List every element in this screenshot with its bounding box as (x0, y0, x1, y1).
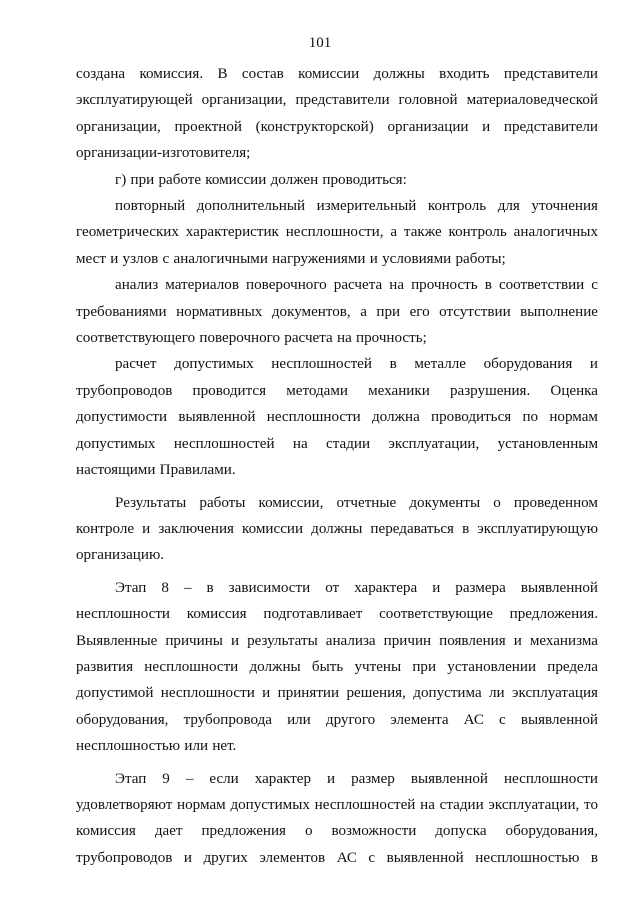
paragraph-commission-work-heading: г) при работе комиссии должен проводиться: (115, 171, 407, 188)
paragraph-stage-9: Этап 9 – если характер и размер выявленной несплошности удовлетворяют нормам допустимых несплошностей на стадии эксплуатации, то комиссия дает предложения о возможности допуска оборудования, трубопроводов и других элементов АС с выявленной несплошностью в (76, 770, 598, 866)
paragraph-commission-results: Результаты работы комиссии, отчетные документы о проведенном контроле и заключения комиссии должны передаваться в эксплуатирующую организацию. (76, 494, 598, 564)
paragraph-stage-8: Этап 8 – в зависимости от характера и размера выявленной несплошности комиссия подготавливает соответствующие предложения. Выявленные причины и результаты анализа причин появления и механизма развития несплошности должны быть учтены при установлении предела допустимой несплошности и принятии решения, допустима ли эксплуатация оборудования, трубопровода или другого элемента АС с выявленной несплошностью или нет. (76, 579, 598, 755)
page-number: 101 (308, 35, 332, 51)
paragraph-repeat-control: повторный дополнительный измерительный контроль для уточнения геометрических характеристик несплошности, а также контроль аналогичных мест и узлов с аналогичными нагружениями и условиями работы; (76, 198, 598, 267)
paragraph-strength-analysis: анализ материалов поверочного расчета на прочность в соответствии с требованиями нормативных документов, а при его отсутствии выполнение соответствующего поверочного расчета на прочность; (76, 277, 598, 347)
paragraph-allowable-defects-calculation: расчет допустимых несплошностей в металле оборудования и трубопроводов проводится методами механики разрушения. Оценка допустимости выявленной несплошности должна проводиться по нормам допустимых несплошностей на стадии эксплуатации, установленным настоящими Правилами. (76, 356, 598, 479)
document-body (76, 61, 598, 871)
paragraph-commission-composition: создана комиссия. В состав комиссии должны входить представители эксплуатирующей организации, представители головной материаловедческой организации, проектной (конструкторской) организации и представители организации-изготовителя; (76, 66, 598, 162)
